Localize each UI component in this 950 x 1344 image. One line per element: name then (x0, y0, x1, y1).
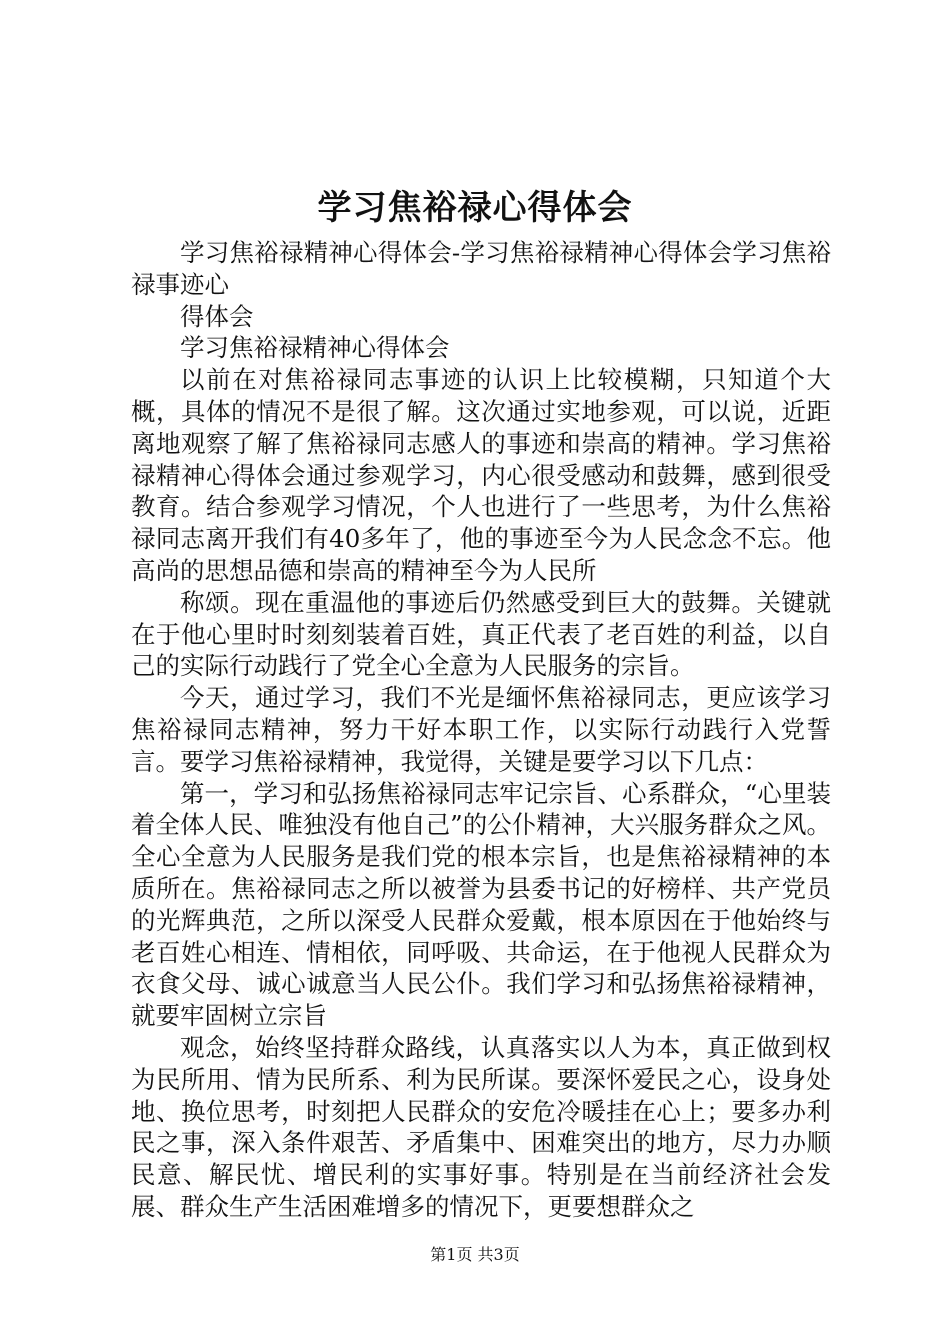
body-paragraph: 学习焦裕禄精神心得体会-学习焦裕禄精神心得体会学习焦裕禄事迹心 (131, 238, 831, 299)
document-body (131, 237, 831, 1223)
body-paragraph: 称颂。现在重温他的事迹后仍然感受到巨大的鼓舞。关键就在于他心里时时刻刻装着百姓，真正代表了老百姓的利益，以自己的实际行动践行了党全心全意为人民服务的宗旨。 (131, 587, 831, 681)
body-paragraph: 以前在对焦裕禄同志事迹的认识上比较模糊，只知道个大概，具体的情况不是很了解。这次通过实地参观，可以说，近距离地观察了解了焦裕禄同志感人的事迹和崇高的精神。学习焦裕禄精神心得体会通过参观学习，内心很受感动和鼓舞，感到很受教育。结合参观学习情况，个人也进行了一些思考，为什么焦裕禄同志离开我们有40多年了，他的事迹至今为人民念念不忘。他高尚的思想品德和崇高的精神至今为人民所 (131, 365, 831, 585)
body-paragraph: 观念，始终坚持群众路线，认真落实以人为本，真正做到权为民所用、情为民所系、利为民所谋。要深怀爱民之心，设身处地、换位思考，时刻把人民群众的安危冷暖挂在心上；要多办利民之事，深入条件艰苦、矛盾集中、困难突出的地方，尽力办顺民意、解民忧、增民利的实事好事。特别是在当前经济社会发展、群众生产生活困难增多的情况下，更要想群众之 (131, 1032, 831, 1221)
page-footer: 第1页 共3页 (430, 1245, 520, 1264)
body-paragraph: 第一，学习和弘扬焦裕禄同志牢记宗旨、心系群众，“心里装着全体人民、唯独没有他自己”的公仆精神，大兴服务群众之风。全心全意为人民服务是我们党的根本宗旨，也是焦裕禄精神的本质所在。焦裕禄同志之所以被誉为县委书记的好榜样、共产党员的光辉典范，之所以深受人民群众爱戴，根本原因在于他始终与老百姓心相连、情相依，同呼吸、共命运，在于他视人民群众为衣食父母、诚心诚意当人民公仆。我们学习和弘扬焦裕禄精神，就要牢固树立宗旨 (131, 778, 831, 1031)
body-paragraph: 今天，通过学习，我们不光是缅怀焦裕禄同志，更应该学习焦裕禄同志精神，努力干好本职工作，以实际行动践行入党誓言。要学习焦裕禄精神，我觉得，关键是要学习以下几点： (131, 683, 831, 776)
document-title: 学习焦裕禄心得体会 (317, 188, 633, 228)
body-paragraph: 学习焦裕禄精神心得体会 (180, 333, 450, 363)
body-paragraph: 得体会 (180, 301, 254, 331)
